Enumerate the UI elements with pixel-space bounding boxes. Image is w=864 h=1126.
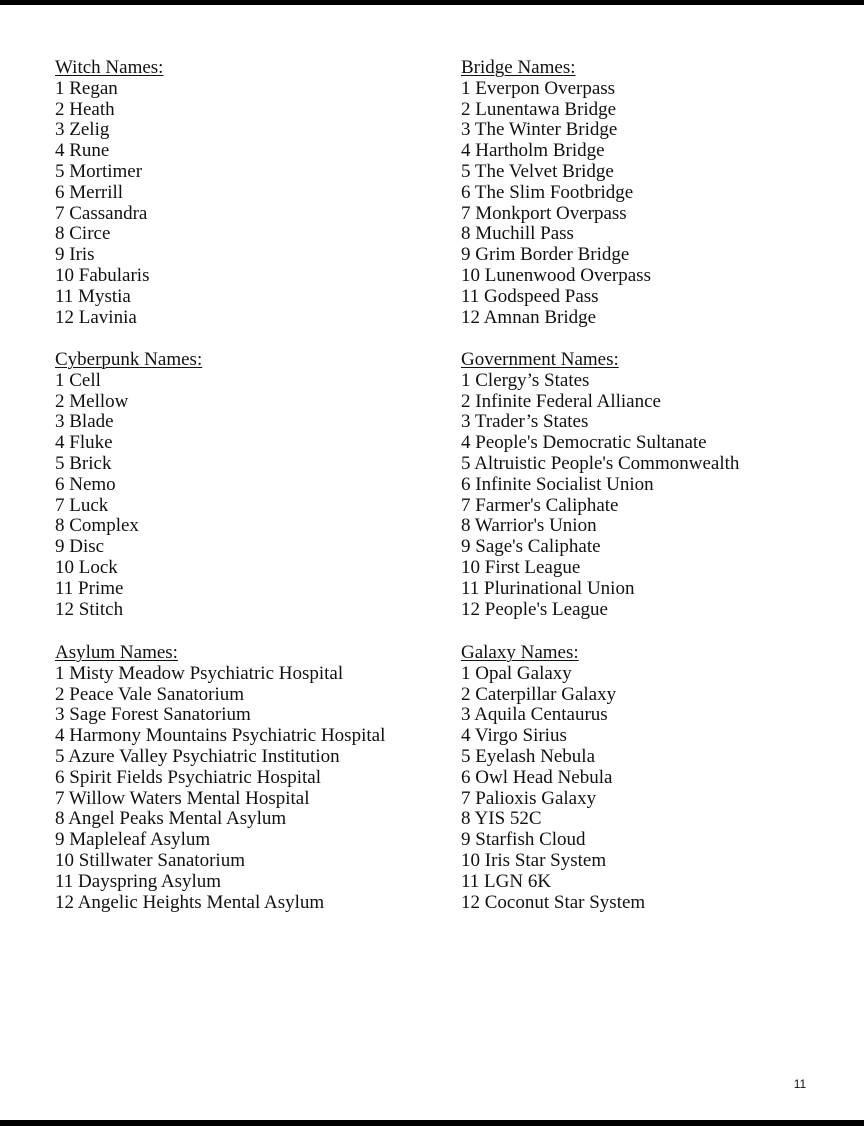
- name-list: [55, 79, 455, 329]
- list-item: 5 Azure Valley Psychiatric Institution: [55, 745, 340, 767]
- name-list: [55, 664, 455, 914]
- list-item: 9 Iris: [55, 244, 95, 266]
- list-item: 6 The Slim Footbridge: [461, 181, 634, 203]
- list-item: 1 Cell: [55, 369, 101, 391]
- list-item: 2 Lunentawa Bridge: [461, 98, 617, 120]
- section-heading: Witch Names:: [55, 57, 164, 78]
- list-item: 4 Fluke: [55, 432, 113, 454]
- list-item: 6 Merrill: [55, 181, 124, 203]
- list-item: 3 Sage Forest Sanatorium: [55, 704, 251, 726]
- list-item: 10 First League: [461, 556, 581, 578]
- list-item: 8 Angel Peaks Mental Asylum: [55, 808, 287, 830]
- list-item: 10 Lunenwood Overpass: [461, 264, 651, 286]
- list-item: 4 Rune: [55, 140, 110, 162]
- list-item: 1 Clergy’s States: [461, 369, 590, 391]
- list-item: 1 Opal Galaxy: [461, 662, 572, 684]
- list-item: 5 Mortimer: [55, 160, 143, 182]
- list-item: 3 Trader’s States: [461, 411, 589, 433]
- list-item: 10 Lock: [55, 556, 118, 578]
- list-item: 6 Owl Head Nebula: [461, 766, 613, 788]
- list-item: 3 Blade: [55, 411, 114, 433]
- list-item: 9 Mapleleaf Asylum: [55, 829, 211, 851]
- list-item: 11 Plurinational Union: [461, 577, 635, 599]
- list-item: 2 Mellow: [55, 390, 129, 412]
- list-item: 11 Mystia: [55, 285, 131, 307]
- list-item: 12 Stitch: [55, 598, 124, 620]
- government-names-section: [461, 350, 861, 620]
- list-item: 5 Eyelash Nebula: [461, 745, 596, 767]
- bottom-border: [0, 1120, 864, 1126]
- section-heading: Asylum Names:: [55, 642, 178, 663]
- list-item: 8 Warrior's Union: [461, 515, 597, 537]
- list-item: 4 Harmony Mountains Psychiatric Hospital: [55, 725, 386, 747]
- galaxy-names-section: [461, 643, 861, 913]
- list-item: 8 Muchill Pass: [461, 223, 574, 245]
- list-item: 7 Palioxis Galaxy: [461, 787, 597, 809]
- list-item: 11 Dayspring Asylum: [55, 870, 222, 892]
- list-item: 10 Iris Star System: [461, 849, 607, 871]
- list-item: 7 Monkport Overpass: [461, 202, 627, 224]
- list-item: 2 Heath: [55, 98, 115, 120]
- list-item: 3 The Winter Bridge: [461, 119, 618, 141]
- list-item: 8 Complex: [55, 515, 139, 537]
- list-item: 5 Brick: [55, 452, 112, 474]
- list-item: 3 Aquila Centaurus: [461, 704, 608, 726]
- list-item: 4 Hartholm Bridge: [461, 140, 605, 162]
- page-number: 11: [793, 1077, 807, 1091]
- list-item: 11 LGN 6K: [461, 870, 552, 892]
- list-item: 7 Farmer's Caliphate: [461, 494, 619, 516]
- list-item: 12 Angelic Heights Mental Asylum: [55, 891, 325, 913]
- list-item: 12 Amnan Bridge: [461, 306, 597, 328]
- list-item: 4 Virgo Sirius: [461, 725, 567, 747]
- name-list: [461, 79, 861, 329]
- list-item: 7 Luck: [55, 494, 109, 516]
- list-item: 12 Coconut Star System: [461, 891, 646, 913]
- section-heading: Bridge Names:: [461, 57, 576, 78]
- cyberpunk-names-section: [55, 350, 455, 620]
- asylum-names-section: [55, 643, 455, 913]
- list-item: 1 Regan: [55, 77, 118, 99]
- witch-names-section: [55, 58, 455, 328]
- section-heading: Galaxy Names:: [461, 642, 579, 663]
- list-item: 12 Lavinia: [55, 306, 137, 328]
- bridge-names-section: [461, 58, 861, 328]
- list-item: 6 Spirit Fields Psychiatric Hospital: [55, 766, 321, 788]
- list-item: 2 Caterpillar Galaxy: [461, 683, 617, 705]
- list-item: 6 Nemo: [55, 473, 116, 495]
- list-item: 7 Cassandra: [55, 202, 148, 224]
- list-item: 5 Altruistic People's Commonwealth: [461, 452, 740, 474]
- list-item: 9 Disc: [55, 536, 105, 558]
- list-item: 4 People's Democratic Sultanate: [461, 432, 707, 454]
- list-item: 6 Infinite Socialist Union: [461, 473, 654, 495]
- list-item: 3 Zelig: [55, 119, 110, 141]
- list-item: 2 Infinite Federal Alliance: [461, 390, 661, 412]
- name-list: [461, 664, 861, 914]
- name-list: [55, 371, 455, 621]
- list-item: 7 Willow Waters Mental Hospital: [55, 787, 310, 809]
- list-item: 11 Godspeed Pass: [461, 285, 599, 307]
- section-heading: Cyberpunk Names:: [55, 349, 203, 370]
- list-item: 8 YIS 52C: [461, 808, 542, 830]
- list-item: 9 Sage's Caliphate: [461, 536, 601, 558]
- list-item: 9 Grim Border Bridge: [461, 244, 630, 266]
- name-list: [461, 371, 861, 621]
- section-heading: Government Names:: [461, 349, 619, 370]
- top-border: [0, 0, 864, 5]
- list-item: 1 Misty Meadow Psychiatric Hospital: [55, 662, 344, 684]
- list-item: 9 Starfish Cloud: [461, 829, 586, 851]
- list-item: 10 Stillwater Sanatorium: [55, 849, 245, 871]
- list-item: 12 People's League: [461, 598, 608, 620]
- list-item: 1 Everpon Overpass: [461, 77, 616, 99]
- list-item: 11 Prime: [55, 577, 124, 599]
- list-item: 2 Peace Vale Sanatorium: [55, 683, 245, 705]
- list-item: 10 Fabularis: [55, 264, 150, 286]
- list-item: 8 Circe: [55, 223, 111, 245]
- list-item: 5 The Velvet Bridge: [461, 160, 614, 182]
